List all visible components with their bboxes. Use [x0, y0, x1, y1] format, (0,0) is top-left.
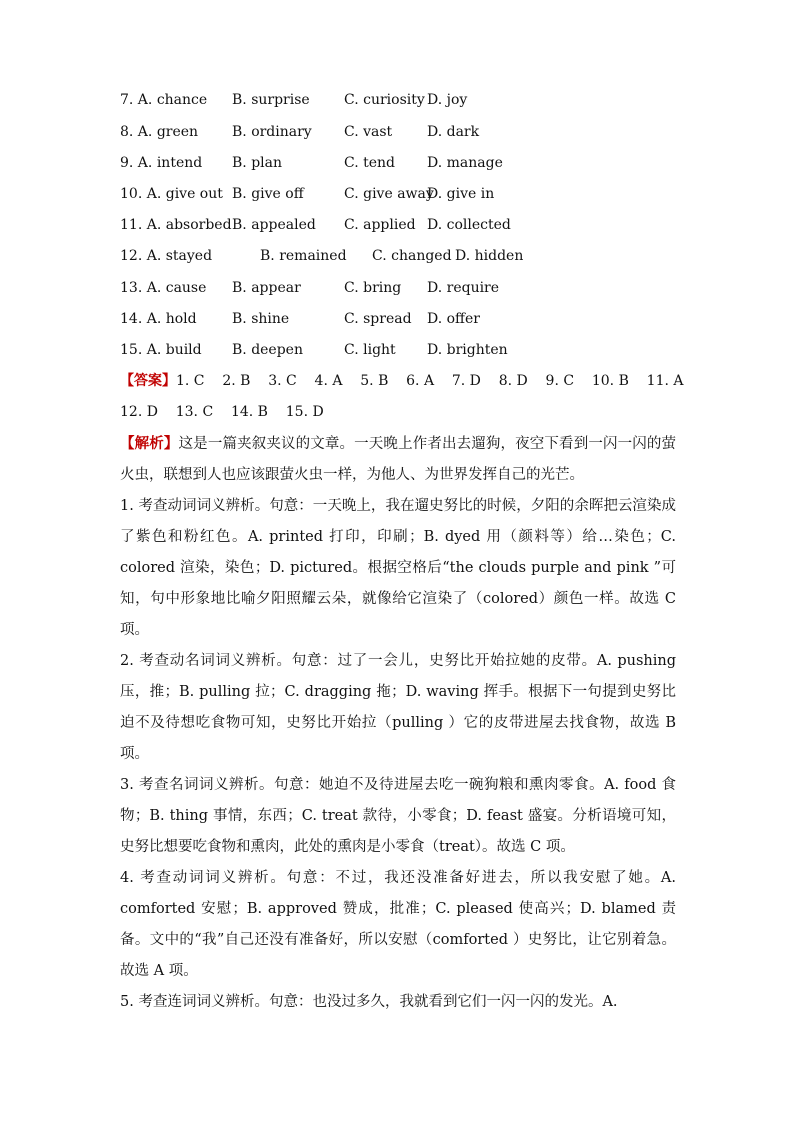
- option-c: C. bring: [344, 280, 402, 296]
- option-d: D. require: [427, 280, 500, 296]
- analysis-tag: 【解析】: [120, 435, 179, 452]
- answer-line-1: [120, 370, 684, 392]
- option-a: 14. A. hold: [120, 311, 197, 327]
- option-d: D. give in: [427, 186, 495, 202]
- analysis-item: 1. 考查动词词义辨析。句意：一天晚上，我在遛史努比的时候，夕阳的余晖把云渲染成了紫色和粉红色。A. printed 打印，印刷；B. dyed 用（颜料等）给…染色；C. colored 渲染，染色；D. pictured。根据空格后“the clouds purple and pink ”可知，句中形象地比喻夕阳照耀云朵，就像给它渲染了（colored）颜色一样。故选 C 项。: [120, 498, 676, 638]
- analysis-intro-text: 这是一篇夹叙夹议的文章。一天晚上作者出去遛狗，夜空下看到一闪一闪的萤火虫，联想到人也应该跟萤火虫一样，为他人、为世界发挥自己的光芒。: [120, 436, 677, 483]
- option-c: C. changed: [372, 248, 452, 264]
- option-b: B. give off: [232, 186, 304, 202]
- option-d: D. dark: [427, 124, 480, 140]
- option-a: 15. A. build: [120, 342, 202, 358]
- option-a: 11. A. absorbed: [120, 217, 232, 233]
- option-c: C. tend: [344, 155, 396, 171]
- option-c: C. vast: [344, 124, 393, 140]
- option-b: B. deepen: [232, 342, 303, 358]
- option-a: 12. A. stayed: [120, 248, 213, 264]
- option-b: B. shine: [232, 311, 290, 327]
- option-c: C. applied: [344, 217, 416, 233]
- option-b: B. surprise: [232, 92, 310, 108]
- option-a: 7. A. chance: [120, 92, 208, 108]
- option-a: 13. A. cause: [120, 280, 207, 296]
- option-b: B. plan: [232, 155, 282, 171]
- analysis-item: 4. 考查动词词义辨析。句意：不过，我还没准备好进去，所以我安慰了她。A. comforted 安慰；B. approved 赞成，批准；C. pleased 使高兴；D. blamed 责备。文中的“我”自己还没有准备好，所以安慰（comforted ）史努比，让它别着急。故选 A 项。: [120, 870, 676, 979]
- option-d: D. hidden: [455, 248, 524, 264]
- option-d: D. brighten: [427, 342, 508, 358]
- option-c: C. light: [344, 342, 396, 358]
- option-c: C. spread: [344, 311, 412, 327]
- option-c: C. give away: [344, 186, 434, 202]
- option-d: D. manage: [427, 155, 503, 171]
- analysis-item: 2. 考查动名词词义辨析。句意：过了一会儿，史努比开始拉她的皮带。A. pushing 压，推；B. pulling 拉；C. dragging 拖；D. waving 挥手。根据下一句提到史努比迫不及待想吃食物可知，史努比开始拉（pulling ）它的皮带进屋去找食物，故选 B 项。: [120, 653, 676, 762]
- option-a: 8. A. green: [120, 124, 199, 140]
- option-b: B. ordinary: [232, 124, 312, 140]
- option-b: B. remained: [260, 248, 347, 264]
- option-a: 9. A. intend: [120, 155, 203, 171]
- option-d: D. collected: [427, 217, 511, 233]
- answer-keys-cont: 12. D 13. C 14. B 15. D: [120, 404, 324, 420]
- answer-line-2: [120, 401, 324, 423]
- option-b: B. appear: [232, 280, 301, 296]
- option-b: B. appealed: [232, 217, 316, 233]
- option-d: D. offer: [427, 311, 480, 327]
- analysis-item: 5. 考查连词词义辨析。句意：也没过多久，我就看到它们一闪一闪的发光。A.: [120, 994, 618, 1010]
- answer-keys: 1. C 2. B 3. C 4. A 5. B 6. A 7. D 8. D 9. C 10. B 11. A: [176, 373, 684, 389]
- option-d: D. joy: [427, 92, 468, 108]
- answer-tag: 【答案】: [120, 373, 176, 389]
- analysis-intro: [120, 428, 676, 491]
- analysis-item: 3. 考查名词词义辨析。句意：她迫不及待进屋去吃一碗狗粮和熏肉零食。A. food 食物；B. thing 事情，东西；C. treat 款待，小零食；D. feast 盛宴。分析语境可知，史努比想要吃食物和熏肉，此处的熏肉是小零食（treat）。故选 C 项。: [120, 777, 676, 855]
- analysis-section: [120, 428, 676, 1018]
- option-c: C. curiosity: [344, 92, 425, 108]
- option-a: 10. A. give out: [120, 186, 223, 202]
